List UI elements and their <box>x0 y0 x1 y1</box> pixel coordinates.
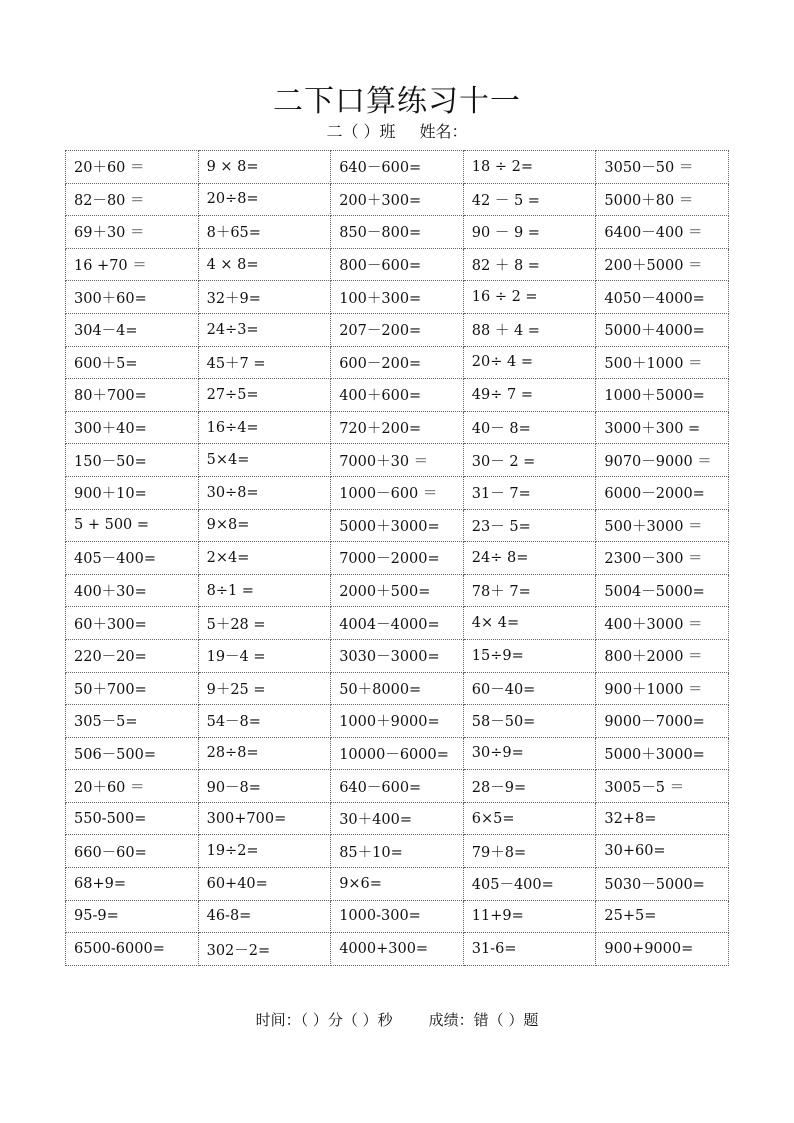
problem-cell: 500＋1000 ＝ <box>596 346 729 379</box>
time-field: 时间：（ ）分（ ）秒 <box>255 1011 393 1029</box>
problem-cell: 8÷1 = <box>198 574 331 607</box>
problem-cell: 6000－2000= <box>596 476 729 509</box>
problem-cell: 78＋ 7= <box>463 574 596 607</box>
problem-row <box>66 737 729 770</box>
problem-cell: 49÷ 7 = <box>463 379 596 412</box>
problem-cell: 5×4= <box>198 444 331 477</box>
problem-cell: 500＋3000 ＝ <box>596 509 729 542</box>
problem-row <box>66 868 729 901</box>
problem-cell: 16÷4= <box>198 411 331 444</box>
problem-cell: 1000＋9000= <box>331 705 464 738</box>
problem-cell: 32＋9= <box>198 281 331 314</box>
problem-cell: 30+60= <box>596 835 729 868</box>
student-info <box>0 119 794 142</box>
problem-cell: 600－200= <box>331 346 464 379</box>
problem-cell: 600＋5= <box>66 346 199 379</box>
problem-cell: 20＋60 ＝ <box>66 770 199 803</box>
problem-cell: 11+9= <box>463 900 596 933</box>
problem-cell: 79＋8= <box>463 835 596 868</box>
problem-cell: 7000－2000= <box>331 542 464 575</box>
problem-cell: 85＋10= <box>331 835 464 868</box>
problem-cell: 45＋7 = <box>198 346 331 379</box>
problem-cell: 900＋10= <box>66 476 199 509</box>
problem-cell: 5004－5000= <box>596 574 729 607</box>
problem-row <box>66 313 729 346</box>
problem-cell: 27÷5= <box>198 379 331 412</box>
problem-row <box>66 183 729 216</box>
problem-cell: 5000＋4000= <box>596 313 729 346</box>
problem-cell: 30÷8= <box>198 476 331 509</box>
class-field: 二（ ）班 <box>326 122 396 141</box>
problem-cell: 54－8= <box>198 705 331 738</box>
problem-cell: 5000＋3000= <box>596 737 729 770</box>
problem-cell: 9＋25 = <box>198 672 331 705</box>
problem-cell: 82－80 ＝ <box>66 183 199 216</box>
problem-cell: 50＋8000= <box>331 672 464 705</box>
problem-cell: 9×8= <box>198 509 331 542</box>
footer <box>0 1009 794 1030</box>
problem-cell: 15÷9= <box>463 639 596 672</box>
problem-cell: 10000－6000= <box>331 737 464 770</box>
problem-cell: 400＋3000 ＝ <box>596 607 729 640</box>
problem-cell: 200＋5000 ＝ <box>596 248 729 281</box>
problem-cell: 9070－9000 ＝ <box>596 444 729 477</box>
problem-cell: 207－200= <box>331 313 464 346</box>
problem-cell: 405－400= <box>463 868 596 901</box>
name-field: 姓名： <box>419 122 468 141</box>
problem-cell: 30＋400= <box>331 802 464 835</box>
problem-cell: 302－2= <box>198 933 331 966</box>
problem-cell: 16 +70 ＝ <box>66 248 199 281</box>
problem-cell: 5000＋3000= <box>331 509 464 542</box>
problem-cell: 28－9= <box>463 770 596 803</box>
problem-row <box>66 607 729 640</box>
problem-cell: 82 ＋ 8 = <box>463 248 596 281</box>
problem-cell: 42 － 5 = <box>463 183 596 216</box>
problem-cell: 60＋300= <box>66 607 199 640</box>
problem-row <box>66 705 729 738</box>
problem-row <box>66 639 729 672</box>
problem-row <box>66 151 729 184</box>
problem-cell: 20÷8= <box>198 183 331 216</box>
problem-cell: 4000+300= <box>331 933 464 966</box>
problem-cell: 800＋2000 ＝ <box>596 639 729 672</box>
problem-cell: 800－600= <box>331 248 464 281</box>
problem-cell: 9 × 8= <box>198 151 331 184</box>
problem-cell: 640－600= <box>331 151 464 184</box>
problem-cell: 2×4= <box>198 542 331 575</box>
problem-cell: 550-500= <box>66 802 199 835</box>
problem-row <box>66 379 729 412</box>
problem-cell: 31-6= <box>463 933 596 966</box>
problem-cell: 305－5= <box>66 705 199 738</box>
problem-cell: 8＋65= <box>198 216 331 249</box>
problem-cell: 1000＋5000= <box>596 379 729 412</box>
problem-row <box>66 542 729 575</box>
problem-cell: 640－600= <box>331 770 464 803</box>
problem-row <box>66 248 729 281</box>
problem-cell: 7000＋30 ＝ <box>331 444 464 477</box>
problem-cell: 100＋300= <box>331 281 464 314</box>
problem-cell: 90 － 9 = <box>463 216 596 249</box>
page-title: 二下口算练习十一 <box>273 84 521 119</box>
problem-cell: 4050－4000= <box>596 281 729 314</box>
problem-cell: 80＋700= <box>66 379 199 412</box>
problem-cell: 19－4 = <box>198 639 331 672</box>
problem-cell: 60+40= <box>198 868 331 901</box>
problem-cell: 4× 4= <box>463 607 596 640</box>
problem-cell: 5030－5000= <box>596 868 729 901</box>
problem-cell: 850－800= <box>331 216 464 249</box>
problem-row <box>66 509 729 542</box>
problem-cell: 24÷3= <box>198 313 331 346</box>
problem-cell: 40－ 8= <box>463 411 596 444</box>
problem-row <box>66 672 729 705</box>
problem-cell: 4004－4000= <box>331 607 464 640</box>
problem-row <box>66 770 729 803</box>
problem-row <box>66 216 729 249</box>
problem-cell: 400＋600= <box>331 379 464 412</box>
problem-cell: 4 × 8= <box>198 248 331 281</box>
problem-cell: 9×6= <box>331 868 464 901</box>
problem-cell: 68+9= <box>66 868 199 901</box>
problem-cell: 300＋60= <box>66 281 199 314</box>
problem-cell: 150－50= <box>66 444 199 477</box>
problem-cell: 19÷2= <box>198 835 331 868</box>
problem-cell: 3005－5 ＝ <box>596 770 729 803</box>
problem-row <box>66 444 729 477</box>
problem-cell: 900+9000= <box>596 933 729 966</box>
problem-cell: 20÷ 4 = <box>463 346 596 379</box>
problem-row <box>66 900 729 933</box>
problem-row <box>66 411 729 444</box>
problem-cell: 95-9= <box>66 900 199 933</box>
problem-cell: 720＋200= <box>331 411 464 444</box>
problem-cell: 6400－400 ＝ <box>596 216 729 249</box>
problem-cell: 30－ 2 = <box>463 444 596 477</box>
problem-cell: 24÷ 8= <box>463 542 596 575</box>
problem-row <box>66 281 729 314</box>
problem-cell: 5000＋80 ＝ <box>596 183 729 216</box>
problem-row <box>66 476 729 509</box>
problem-cell: 23－ 5= <box>463 509 596 542</box>
problem-row <box>66 933 729 966</box>
problem-row <box>66 574 729 607</box>
problem-cell: 5 + 500 = <box>66 509 199 542</box>
problem-cell: 660－60= <box>66 835 199 868</box>
problem-cell: 18 ÷ 2= <box>463 151 596 184</box>
problem-cell: 50＋700= <box>66 672 199 705</box>
problem-cell: 31－ 7= <box>463 476 596 509</box>
problem-cell: 405－400= <box>66 542 199 575</box>
problem-cell: 90－8= <box>198 770 331 803</box>
problem-cell: 3000＋300 = <box>596 411 729 444</box>
problem-cell: 200＋300= <box>331 183 464 216</box>
problem-cell: 400＋30= <box>66 574 199 607</box>
problem-cell: 300+700= <box>198 802 331 835</box>
problem-cell: 1000－600 ＝ <box>331 476 464 509</box>
problem-cell: 304－4= <box>66 313 199 346</box>
problem-cell: 69＋30 ＝ <box>66 216 199 249</box>
problem-cell: 28÷8= <box>198 737 331 770</box>
problem-cell: 6×5= <box>463 802 596 835</box>
problem-cell: 2300－300 ＝ <box>596 542 729 575</box>
problem-cell: 30÷9= <box>463 737 596 770</box>
problem-cell: 58－50= <box>463 705 596 738</box>
problem-cell: 46-8= <box>198 900 331 933</box>
problem-cell: 6500-6000= <box>66 933 199 966</box>
problem-cell: 900＋1000 ＝ <box>596 672 729 705</box>
problem-cell: 5＋28 = <box>198 607 331 640</box>
problem-cell: 1000-300= <box>331 900 464 933</box>
problem-cell: 88 ＋ 4 = <box>463 313 596 346</box>
problem-cell: 32+8= <box>596 802 729 835</box>
problem-cell: 2000＋500= <box>331 574 464 607</box>
problem-cell: 20＋60 ＝ <box>66 151 199 184</box>
score-field: 成绩：错（ ）题 <box>428 1011 539 1029</box>
problem-cell: 220－20= <box>66 639 199 672</box>
problem-row <box>66 346 729 379</box>
problem-row <box>66 802 729 835</box>
problem-cell: 16 ÷ 2 = <box>463 281 596 314</box>
problem-table <box>65 150 729 966</box>
problem-cell: 25+5= <box>596 900 729 933</box>
problem-row <box>66 835 729 868</box>
problem-cell: 60－40= <box>463 672 596 705</box>
problem-cell: 9000－7000= <box>596 705 729 738</box>
problem-cell: 300＋40= <box>66 411 199 444</box>
problem-cell: 3050－50 ＝ <box>596 151 729 184</box>
problem-cell: 3030－3000= <box>331 639 464 672</box>
problem-cell: 506－500= <box>66 737 199 770</box>
